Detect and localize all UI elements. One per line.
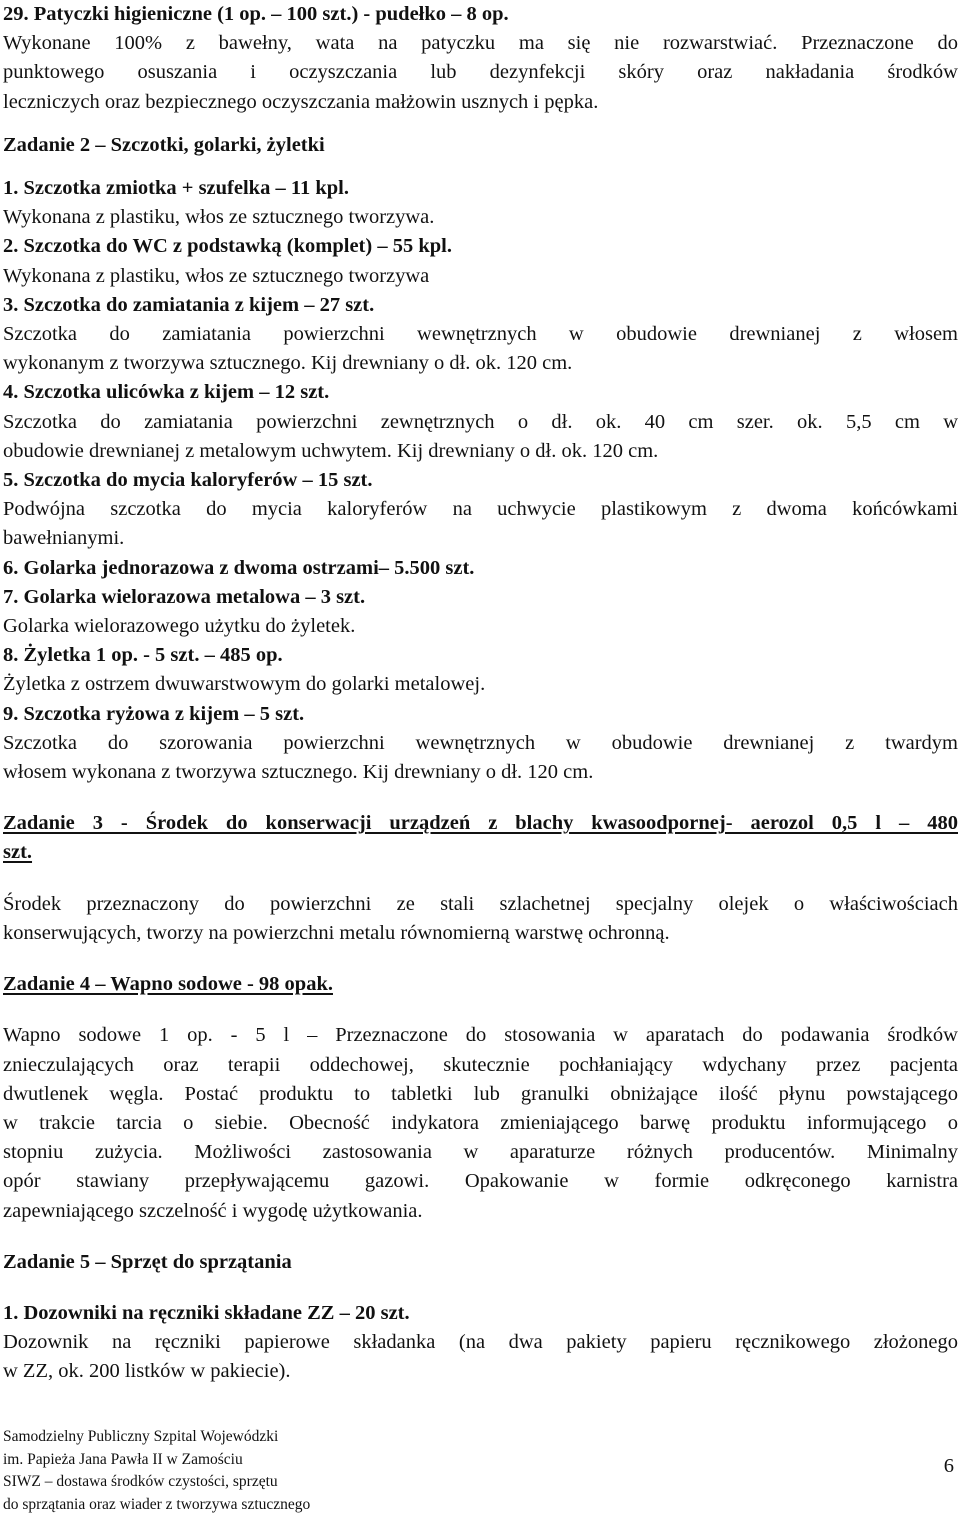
zadanie-2-item-3-desc: wykonanym z tworzywa sztucznego. Kij drewniany o dł. ok. 120 cm. xyxy=(3,352,573,375)
zadanie-5-desc-line: Dozownik na ręczniki papierowe składanka (na dwa pakiety papieru ręcznikowego złożonego xyxy=(3,1331,958,1354)
footer-line: SIWZ – dostawa środków czystości, sprzętu xyxy=(3,1473,278,1490)
zadanie-2-item-8-desc: Żyletka z ostrzem dwuwarstwowym do golarki metalowej. xyxy=(3,673,486,696)
zadanie-4-desc-line: znieczulających oraz terapii oddechowej, skutecznie pochłaniający wdychany przez pacjenta xyxy=(3,1053,958,1076)
item-29-desc-line: Wykonane 100% z bawełny, wata na patyczku ma się nie rozwarstwiać. Przeznaczone do xyxy=(3,32,958,55)
zadanie-2-item-7-heading: 7. Golarka wielorazowa metalowa – 3 szt. xyxy=(3,585,366,608)
zadanie-2-item-9-heading: 9. Szczotka ryżowa z kijem – 5 szt. xyxy=(3,702,305,725)
zadanie-5-desc-line: w ZZ, ok. 200 listków w pakiecie). xyxy=(3,1360,291,1383)
zadanie-2-item-7-desc: Golarka wielorazowego użytku do żyletek. xyxy=(3,615,356,638)
zadanie-3-desc-line: Środek przeznaczony do powierzchni ze stali szlachetnej specjalny olejek o właściwościach xyxy=(3,892,958,915)
zadanie-2-item-3-desc: Szczotka do zamiatania powierzchni wewnętrznych w obudowie drewnianej z włosem xyxy=(3,323,958,346)
zadanie-2-item-9-desc: włosem wykonana z tworzywa sztucznego. Kij drewniany o dł. 120 cm. xyxy=(3,761,594,784)
zadanie-4-desc-line: opór stawiany przepływającemu gazowi. Opakowanie w formie odkręconego karnistra xyxy=(3,1170,958,1193)
zadanie-2-item-8-heading: 8. Żyletka 1 op. - 5 szt. – 485 op. xyxy=(3,644,283,667)
zadanie-3-title-cont: szt. xyxy=(3,841,33,864)
zadanie-2-item-4-desc: obudowie drewnianej z metalowym uchwytem. Kij drewniany o dł. ok. 120 cm. xyxy=(3,439,659,462)
zadanie-3-title: Zadanie 3 - Środek do konserwacji urządzeń z blachy kwasoodpornej- aerozol 0,5 l – 480 xyxy=(3,812,958,835)
item-29-heading: 29. Patyczki higieniczne (1 op. – 100 szt.) - pudełko – 8 op. xyxy=(3,3,509,25)
zadanie-4-desc-line: zapewniającego szczelność i wygodę użytkowania. xyxy=(3,1199,423,1222)
zadanie-2-item-6-heading: 6. Golarka jednorazowa z dwoma ostrzami– 5.500 szt. xyxy=(3,556,475,579)
zadanie-2-item-1-heading: 1. Szczotka zmiotka + szufelka – 11 kpl. xyxy=(3,177,349,200)
zadanie-2-item-3-heading: 3. Szczotka do zamiatania z kijem – 27 szt. xyxy=(3,293,375,316)
zadanie-2-item-4-heading: 4. Szczotka ulicówka z kijem – 12 szt. xyxy=(3,381,330,404)
footer-line: im. Papieża Jana Pawła II w Zamościu xyxy=(3,1450,243,1468)
zadanie-4-desc-line: w trakcie tarcia o siebie. Obecność indykatora zmieniającego barwę produktu informującego o xyxy=(3,1111,958,1134)
page-footer xyxy=(3,1426,958,1516)
zadanie-2-item-5-desc: bawełnianymi. xyxy=(3,527,125,550)
item-29-desc-line: leczniczych oraz bezpiecznego oczyszczania małżowin usznych i pępka. xyxy=(3,90,599,113)
footer-line: do sprzątania oraz wiader z tworzywa sztucznego xyxy=(3,1495,311,1513)
zadanie-4-desc-line: dwutlenek węgla. Postać produktu to tabletki lub granulki obniżające ilość płynu powstającego xyxy=(3,1082,958,1105)
zadanie-2-item-2-heading: 2. Szczotka do WC z podstawką (komplet) – 55 kpl. xyxy=(3,235,452,258)
footer-line: Samodzielny Publiczny Szpital Wojewódzki xyxy=(3,1428,279,1445)
document-page xyxy=(3,0,958,1387)
zadanie-2-item-2-desc: Wykonana z plastiku, włos ze sztucznego tworzywa xyxy=(3,264,430,287)
zadanie-2-item-1-desc: Wykonana z plastiku, włos ze sztucznego tworzywa. xyxy=(3,206,435,229)
zadanie-5-title: Zadanie 5 – Sprzęt do sprzątania xyxy=(3,1250,292,1273)
item-29-desc-line: punktowego osuszania i oczyszczania lub dezynfekcji skóry oraz nakładania środków xyxy=(3,61,958,84)
page-number: 6 xyxy=(943,1455,954,1477)
zadanie-2-item-9-desc: Szczotka do szorowania powierzchni wewnętrznych w obudowie drewnianej z twardym xyxy=(3,731,958,754)
zadanie-2-item-5-heading: 5. Szczotka do mycia kaloryferów – 15 szt. xyxy=(3,469,373,492)
zadanie-2-title: Zadanie 2 – Szczotki, golarki, żyletki xyxy=(3,133,325,156)
zadanie-2-item-4-desc: Szczotka do zamiatania powierzchni zewnętrznych o dł. ok. 40 cm szer. ok. 5,5 cm w xyxy=(3,410,958,433)
zadanie-3-desc-line: konserwujących, tworzy na powierzchni metalu równomierną warstwę ochronną. xyxy=(3,921,670,944)
zadanie-4-title: Zadanie 4 – Wapno sodowe - 98 opak. xyxy=(3,973,333,996)
zadanie-4-desc-line: Wapno sodowe 1 op. - 5 l – Przeznaczone do stosowania w aparatach do podawania środków xyxy=(3,1024,958,1047)
zadanie-2-item-5-desc: Podwójna szczotka do mycia kaloryferów na uchwycie plastikowym z dwoma końcówkami xyxy=(3,498,958,521)
zadanie-5-item-1-heading: 1. Dozowniki na ręczniki składane ZZ – 20 szt. xyxy=(3,1301,410,1324)
zadanie-4-desc-line: stopniu zużycia. Możliwości zastosowania w aparaturze różnych producentów. Minimalny xyxy=(3,1141,958,1164)
